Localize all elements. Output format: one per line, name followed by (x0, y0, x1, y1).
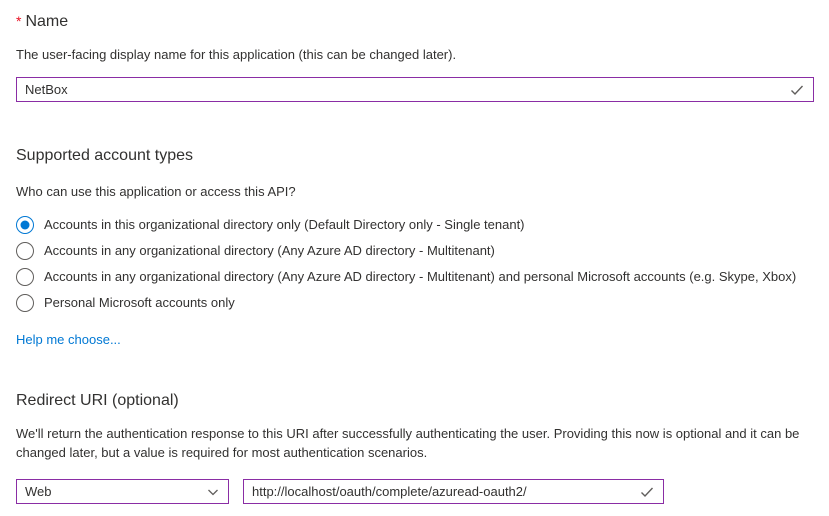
name-title-text: Name (25, 13, 69, 30)
name-input[interactable] (16, 77, 814, 102)
redirect-uri-section (16, 390, 814, 504)
radio-button-icon[interactable] (16, 294, 34, 312)
platform-dropdown-value: Web (25, 484, 52, 499)
redirect-uri-description: We'll return the authentication response to this URI after successfully authenticating the user. Providing this now is optional and it can be changed later, but a value is required for most authentication scenarios. (16, 426, 800, 460)
radio-button-icon[interactable] (16, 216, 34, 234)
account-type-radio-group (16, 212, 814, 316)
redirect-uri-row (16, 479, 814, 504)
radio-option-label: Accounts in any organizational directory (Any Azure AD directory - Multitenant) (44, 243, 495, 258)
radio-option-label: Accounts in this organizational directory only (Default Directory only - Single tenant) (44, 217, 525, 232)
required-asterisk: * (16, 13, 22, 29)
radio-button-icon[interactable] (16, 268, 34, 286)
name-input-wrap (16, 77, 814, 102)
radio-option-multitenant[interactable] (16, 238, 814, 264)
platform-dropdown[interactable] (16, 479, 229, 504)
redirect-uri-input-wrap (243, 479, 664, 504)
account-types-question: Who can use this application or access this API? (16, 184, 296, 199)
account-types-section (16, 145, 814, 349)
chevron-down-icon (206, 485, 220, 499)
radio-button-icon[interactable] (16, 242, 34, 260)
help-me-choose-link[interactable]: Help me choose... (16, 332, 121, 347)
account-types-title: Supported account types (16, 147, 194, 164)
radio-option-personal-only[interactable] (16, 290, 814, 316)
name-description: The user-facing display name for this application (this can be changed later). (16, 47, 457, 62)
radio-option-single-tenant[interactable] (16, 212, 814, 238)
redirect-uri-input[interactable] (243, 479, 664, 504)
redirect-uri-title: Redirect URI (optional) (16, 392, 179, 409)
name-section (16, 10, 814, 102)
radio-option-label: Personal Microsoft accounts only (44, 295, 235, 310)
radio-option-multitenant-personal[interactable] (16, 264, 814, 290)
radio-option-label: Accounts in any organizational directory (Any Azure AD directory - Multitenant) and personal Microsoft accounts (e.g. Skype, Xbox) (44, 269, 797, 284)
name-section-title (16, 10, 814, 33)
